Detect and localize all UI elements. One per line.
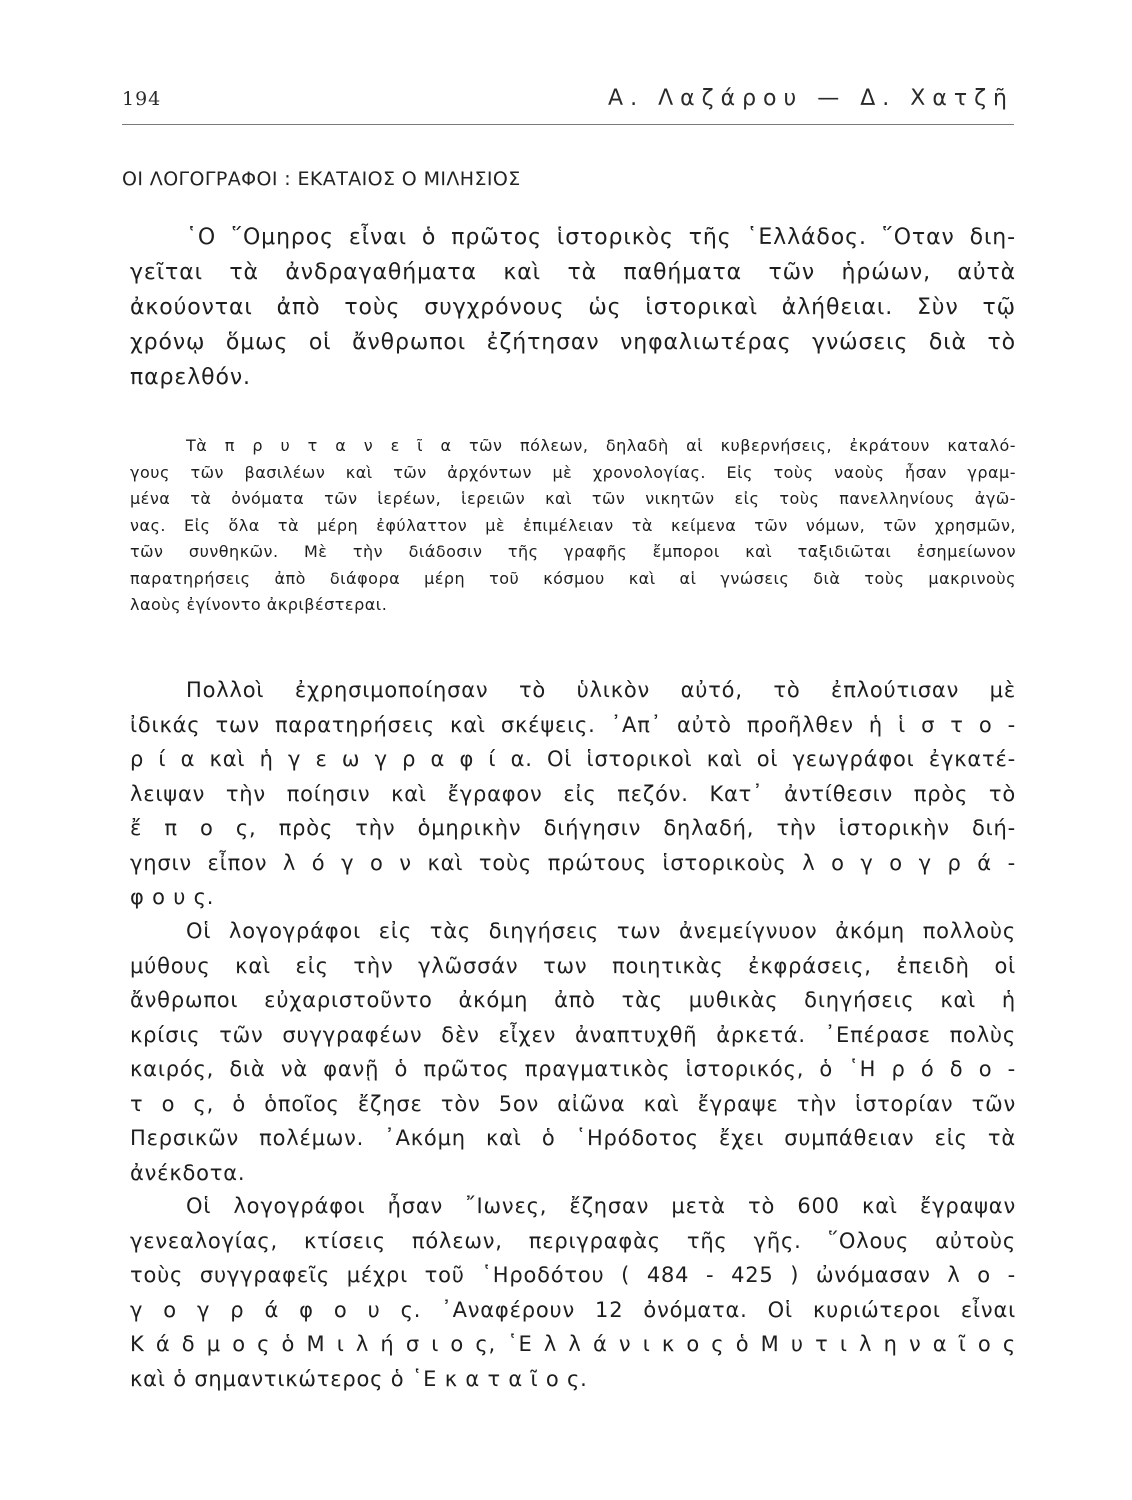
text-line: τῶν συνθηκῶν. Μὲ τὴν διάδοσιν τῆς γραφῆς ἔμποροι καὶ ταξιδιῶται ἐσημείωνον bbox=[130, 542, 1016, 561]
paragraph-history-geography bbox=[130, 673, 1016, 915]
paragraph-ionian-logographers bbox=[130, 1189, 1016, 1396]
text-line: νας. Εἰς ὅλα τὰ μέρη ἐφύλαττον μὲ ἐπιμέλειαν τὰ κείμενα τῶν νόμων, τῶν χρησμῶν, bbox=[130, 515, 1016, 535]
text-line: κρίσις τῶν συγγραφέων δὲν εἶχεν ἀναπτυχθῆ ἀρκετά. ᾿Επέρασε πολὺς bbox=[130, 1022, 1016, 1047]
paragraph-homer bbox=[130, 220, 1016, 395]
text-line: μένα τὰ ὀνόματα τῶν ἱερέων, ἱερειῶν καὶ τῶν νικητῶν εἰς τοὺς πανελληνίους ἀγῶ- bbox=[130, 489, 1016, 508]
text-line: χρόνῳ ὅμως οἱ ἄνθρωποι ἐζήτησαν νηφαλιωτέρας γνώσεις διὰ τὸ bbox=[130, 330, 1016, 355]
text-line: γενεαλογίας, κτίσεις πόλεων, περιγραφὰς τῆς γῆς. ῞Ολους αὐτοὺς bbox=[130, 1228, 1016, 1253]
text-line: γους τῶν βασιλέων καὶ τῶν ἀρχόντων μὲ χρονολογίας. Εἰς τοὺς ναοὺς ἦσαν γραμ- bbox=[130, 462, 1016, 482]
paragraph-prytaneia bbox=[130, 433, 1016, 619]
text-line: Πολλοὶ ἐχρησιμοποίησαν τὸ ὑλικὸν αὐτό, τὸ ἐπλούτισαν μὲ bbox=[186, 678, 1016, 702]
text-line: λειψαν τὴν ποίησιν καὶ ἔγραφον εἰς πεζόν. Κατ᾿ ἀντίθεσιν πρὸς τὸ bbox=[130, 781, 1016, 806]
text-line: Τὰ π ρ υ τ α ν ε ῖ α τῶν πόλεων, δηλαδὴ αἱ κυβερνήσεις, ἐκράτουν καταλό- bbox=[186, 436, 1016, 455]
text-line: Οἱ λογογράφοι εἰς τὰς διηγήσεις των ἀνεμείγνυον ἀκόμη πολλοὺς bbox=[186, 919, 1016, 943]
text-line: ἄνθρωποι εὐχαριστοῦντο ἀκόμη ἀπὸ τὰς μυθικὰς διηγήσεις καὶ ἡ bbox=[130, 988, 1016, 1012]
text-line: ῾Ο ῞Ομηρος εἶναι ὁ πρῶτος ἱστορικὸς τῆς ῾Ελλάδος. ῞Οταν διη- bbox=[186, 225, 1016, 250]
text-line: λαοὺς ἐγίνοντο ἀκριβέστεραι. bbox=[130, 595, 388, 614]
text-line: Περσικῶν πολέμων. ᾿Ακόμη καὶ ὁ ῾Ηρόδοτος ἔχει συμπάθειαν εἰς τὰ bbox=[130, 1126, 1016, 1150]
text-line: ἔ π ο ς, πρὸς τὴν ὁμηρικὴν διήγησιν δηλαδή, τὴν ἱστορικὴν διή- bbox=[130, 816, 1016, 840]
text-line: παρατηρήσεις ἀπὸ διάφορα μέρη τοῦ κόσμου καὶ αἱ γνώσεις διὰ τοὺς μακρινοὺς bbox=[130, 568, 1016, 588]
running-head bbox=[122, 88, 1014, 128]
text-line: ἰδικάς των παρατηρήσεις καὶ σκέψεις. ᾿Απ᾿ αὐτὸ προῆλθεν ἡ ἱ σ τ ο - bbox=[130, 712, 1016, 737]
text-line: τ ο ς, ὁ ὁποῖος ἔζησε τὸν 5ον αἰῶνα καὶ ἔγραψε τὴν ἱστορίαν τῶν bbox=[130, 1091, 1016, 1116]
section-title: ΟΙ ΛΟΓΟΓΡΑΦΟΙ : ΕΚΑΤΑΙΟΣ Ο ΜΙΛΗΣΙΟΣ bbox=[122, 168, 521, 190]
text-line: μύθους καὶ εἰς τὴν γλῶσσάν των ποιητικὰς ἐκφράσεις, ἐπειδὴ οἱ bbox=[130, 953, 1016, 978]
text-line: παρελθόν. bbox=[130, 365, 251, 390]
text-line: ἀκούονται ἀπὸ τοὺς συγχρόνους ὡς ἱστορικαὶ ἀλήθειαι. Σὺν τῷ bbox=[130, 295, 1016, 320]
text-line: ἀνέκδοτα. bbox=[130, 1160, 246, 1185]
running-head-authors: Α. Λαζάρου — Δ. Χατζῆ bbox=[608, 86, 1014, 111]
text-line: φ ο υ ς. bbox=[130, 885, 215, 909]
text-line: γ ο γ ρ ά φ ο υ ς. ᾿Αναφέρουν 12 ὀνόματα. Οἱ κυριώτεροι εἶναι bbox=[130, 1297, 1016, 1322]
paragraph-logographers-myths bbox=[130, 914, 1016, 1190]
text-line: καὶ ὁ σημαντικώτερος ὁ ῾Ε κ α τ α ῖ ο ς. bbox=[130, 1366, 588, 1391]
header-rule bbox=[122, 124, 1014, 125]
text-line: γεῖται τὰ ἀνδραγαθήματα καὶ τὰ παθήματα τῶν ἡρώων, αὐτὰ bbox=[130, 260, 1016, 285]
text-line: τοὺς συγγραφεῖς μέχρι τοῦ ῾Ηροδότου ( 484 - 425 ) ὠνόμασαν λ ο - bbox=[130, 1263, 1016, 1287]
text-line: ρ ί α καὶ ἡ γ ε ω γ ρ α φ ί α. Οἱ ἱστορικοὶ καὶ οἱ γεωγράφοι ἐγκατέ- bbox=[130, 747, 1016, 771]
text-line: γησιν εἶπον λ ό γ ο ν καὶ τοὺς πρώτους ἱστορικοὺς λ ο γ ο γ ρ ά - bbox=[130, 850, 1016, 875]
text-line: Κ ά δ μ ο ς ὁ Μ ι λ ή σ ι ο ς, ῾Ε λ λ ά ν ι κ ο ς ὁ Μ υ τ ι λ η ν α ῖ ο ς bbox=[130, 1332, 1016, 1356]
text-line: Οἱ λογογράφοι ἦσαν ῎Ιωνες, ἔζησαν μετὰ τὸ 600 καὶ ἔγραψαν bbox=[186, 1194, 1016, 1218]
page-number: 194 bbox=[122, 88, 162, 110]
text-line: καιρός, διὰ νὰ φανῇ ὁ πρῶτος πραγματικὸς ἱστορικός, ὁ ῾Η ρ ό δ ο - bbox=[130, 1057, 1016, 1081]
